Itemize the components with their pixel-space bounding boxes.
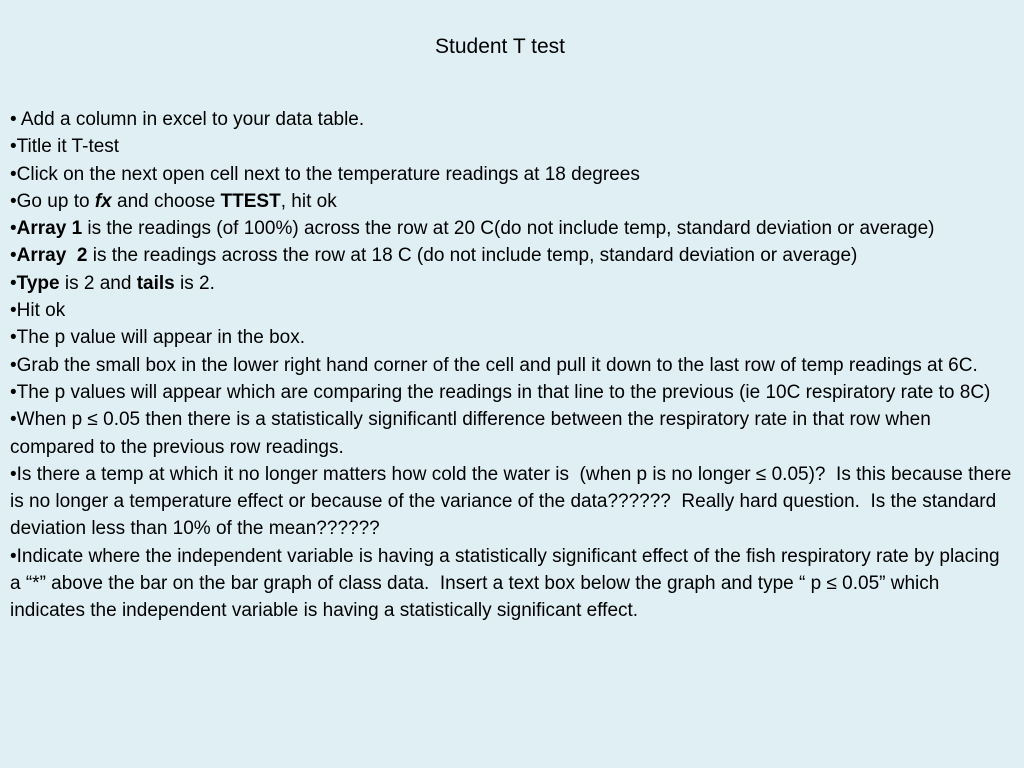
bullet-item bbox=[10, 461, 1017, 543]
item-text: Click on the next open cell next to the temperature readings at 18 degrees bbox=[16, 163, 640, 185]
bullet: • bbox=[10, 354, 17, 376]
bullet: • bbox=[10, 190, 17, 212]
bullet: • bbox=[10, 218, 17, 240]
item-text: is the readings across the row at 18 C (do not include temp, standard deviation or average) bbox=[87, 245, 858, 267]
item-text: Hit ok bbox=[16, 300, 66, 322]
bullet-item bbox=[10, 133, 1014, 160]
item-text: Add a column in excel to your data table. bbox=[16, 109, 365, 130]
bullet-item bbox=[10, 297, 1014, 324]
type-label: Type bbox=[16, 272, 60, 294]
bullet-item bbox=[10, 215, 1014, 242]
bullet: • bbox=[10, 272, 17, 294]
item-text: Go up to bbox=[16, 190, 95, 212]
bullet-item bbox=[10, 379, 1014, 406]
item-text: Indicate where the independent variable is having a statistically significant effect of the fish respiratory rate by placing a “*” above the bar on the bar graph of class data. Insert a text box below the graph and type “ p ≤ 0.05” which indicates the independent variable is having a statistically significant effect. bbox=[10, 545, 1005, 622]
item-text: When p ≤ 0.05 then there is a statistically significantl difference between the respiratory rate in that row when compared to the previous row readings. bbox=[10, 409, 931, 458]
bullet-item bbox=[10, 352, 1014, 379]
ttest-label: TTEST bbox=[220, 190, 281, 212]
bullet: • bbox=[10, 109, 17, 130]
bullet-item bbox=[10, 106, 1014, 133]
bullet: • bbox=[10, 545, 17, 567]
slide-body bbox=[10, 106, 1017, 625]
fx-label: fx bbox=[94, 190, 112, 212]
array2-label: Array 2 bbox=[16, 245, 88, 267]
bullet: • bbox=[10, 136, 17, 158]
bullet: • bbox=[10, 381, 17, 403]
item-text: is 2 and bbox=[59, 272, 137, 294]
item-text: Grab the small box in the lower right hand corner of the cell and pull it down to the last row of temp readings at 6C. bbox=[16, 354, 978, 376]
item-text: is 2. bbox=[174, 272, 215, 294]
bullet: • bbox=[10, 300, 17, 322]
slide-title: Student T test bbox=[435, 35, 565, 58]
item-text: and choose bbox=[111, 190, 221, 212]
bullet-item bbox=[10, 543, 1014, 625]
bullet-item bbox=[10, 406, 1014, 461]
bullet: • bbox=[10, 463, 17, 485]
bullet: • bbox=[10, 409, 17, 431]
bullet: • bbox=[10, 163, 17, 185]
item-text: Is there a temp at which it no longer matters how cold the water is (when p is no longer ≤ 0.05)? Is this because there is no longer a temperature effect or because of the variance of the data?????? Really hard question. Is the standard deviation less than 10% of the mean?????? bbox=[10, 463, 1017, 540]
bullet-item bbox=[10, 324, 1014, 351]
bullet-item bbox=[10, 242, 1014, 269]
item-text: , hit ok bbox=[280, 190, 337, 212]
array1-label: Array 1 bbox=[16, 218, 83, 240]
bullet: • bbox=[10, 245, 17, 267]
item-text: is the readings (of 100%) across the row at 20 C(do not include temp, standard deviation or average) bbox=[82, 218, 935, 240]
item-text: The p values will appear which are comparing the readings in that line to the previous (ie 10C respiratory rate to 8C) bbox=[16, 381, 991, 403]
tails-label: tails bbox=[136, 272, 175, 294]
bullet-item bbox=[10, 161, 1014, 188]
bullet-item bbox=[10, 270, 1014, 297]
item-text: Title it T-test bbox=[16, 136, 120, 158]
item-text: The p value will appear in the box. bbox=[16, 327, 305, 349]
bullet-item bbox=[10, 188, 1014, 215]
bullet: • bbox=[10, 327, 17, 349]
